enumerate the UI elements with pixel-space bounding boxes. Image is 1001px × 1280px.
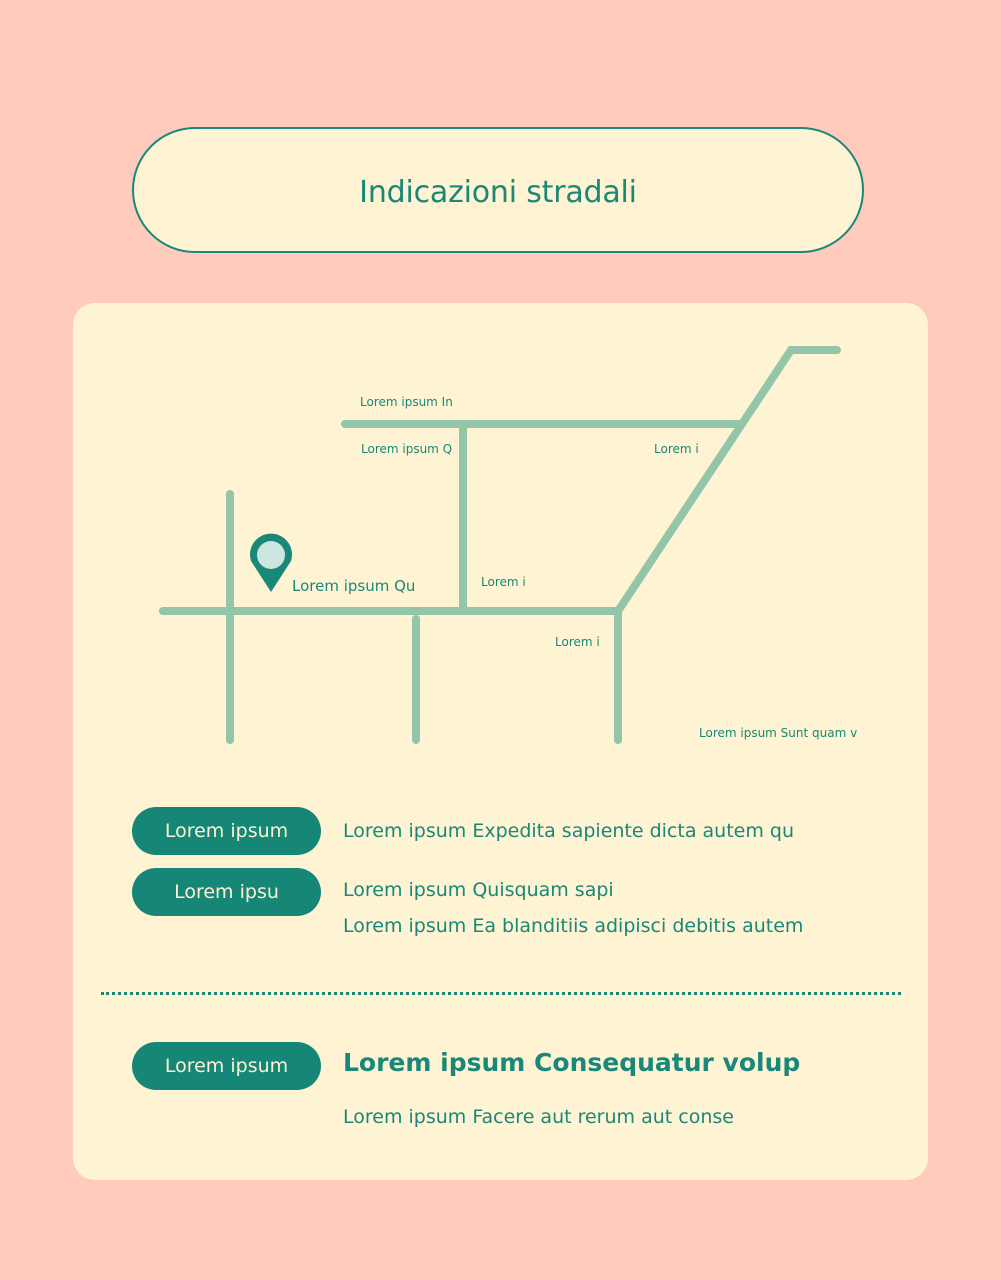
section-divider	[101, 992, 901, 995]
direction-badge-2: Lorem ipsu	[132, 868, 321, 916]
direction-text-1: Lorem ipsum Expedita sapiente dicta autem qu	[343, 820, 794, 842]
direction-badge-1: Lorem ipsum	[132, 807, 321, 855]
contact-heading: Lorem ipsum Consequatur volup	[343, 1048, 801, 1077]
direction-row-1	[132, 807, 321, 855]
street-label-i-lower: Lorem i	[555, 635, 600, 649]
road-diagonal	[618, 350, 837, 611]
contact-badge: Lorem ipsum	[132, 1042, 321, 1090]
location-label: Lorem ipsum Qu	[292, 577, 416, 595]
directions-card	[73, 303, 928, 1180]
direction-text-2a: Lorem ipsum Quisquam sapi	[343, 879, 614, 901]
contact-text: Lorem ipsum Facere aut rerum aut conse	[343, 1106, 734, 1128]
street-label-i-middle: Lorem i	[481, 575, 526, 589]
map-pin-icon	[250, 534, 292, 592]
title-banner	[132, 127, 864, 253]
street-label-bottom-right: Lorem ipsum Sunt quam v	[699, 726, 858, 740]
street-label-q: Lorem ipsum Q	[361, 442, 453, 456]
street-label-top: Lorem ipsum In	[360, 395, 453, 409]
direction-row-2	[132, 868, 321, 916]
contact-row	[132, 1042, 321, 1090]
direction-text-2b: Lorem ipsum Ea blanditiis adipisci debitis autem	[343, 915, 804, 937]
page-title: Indicazioni stradali	[359, 174, 637, 210]
street-map	[73, 303, 928, 763]
street-label-i-upper: Lorem i	[654, 442, 699, 456]
